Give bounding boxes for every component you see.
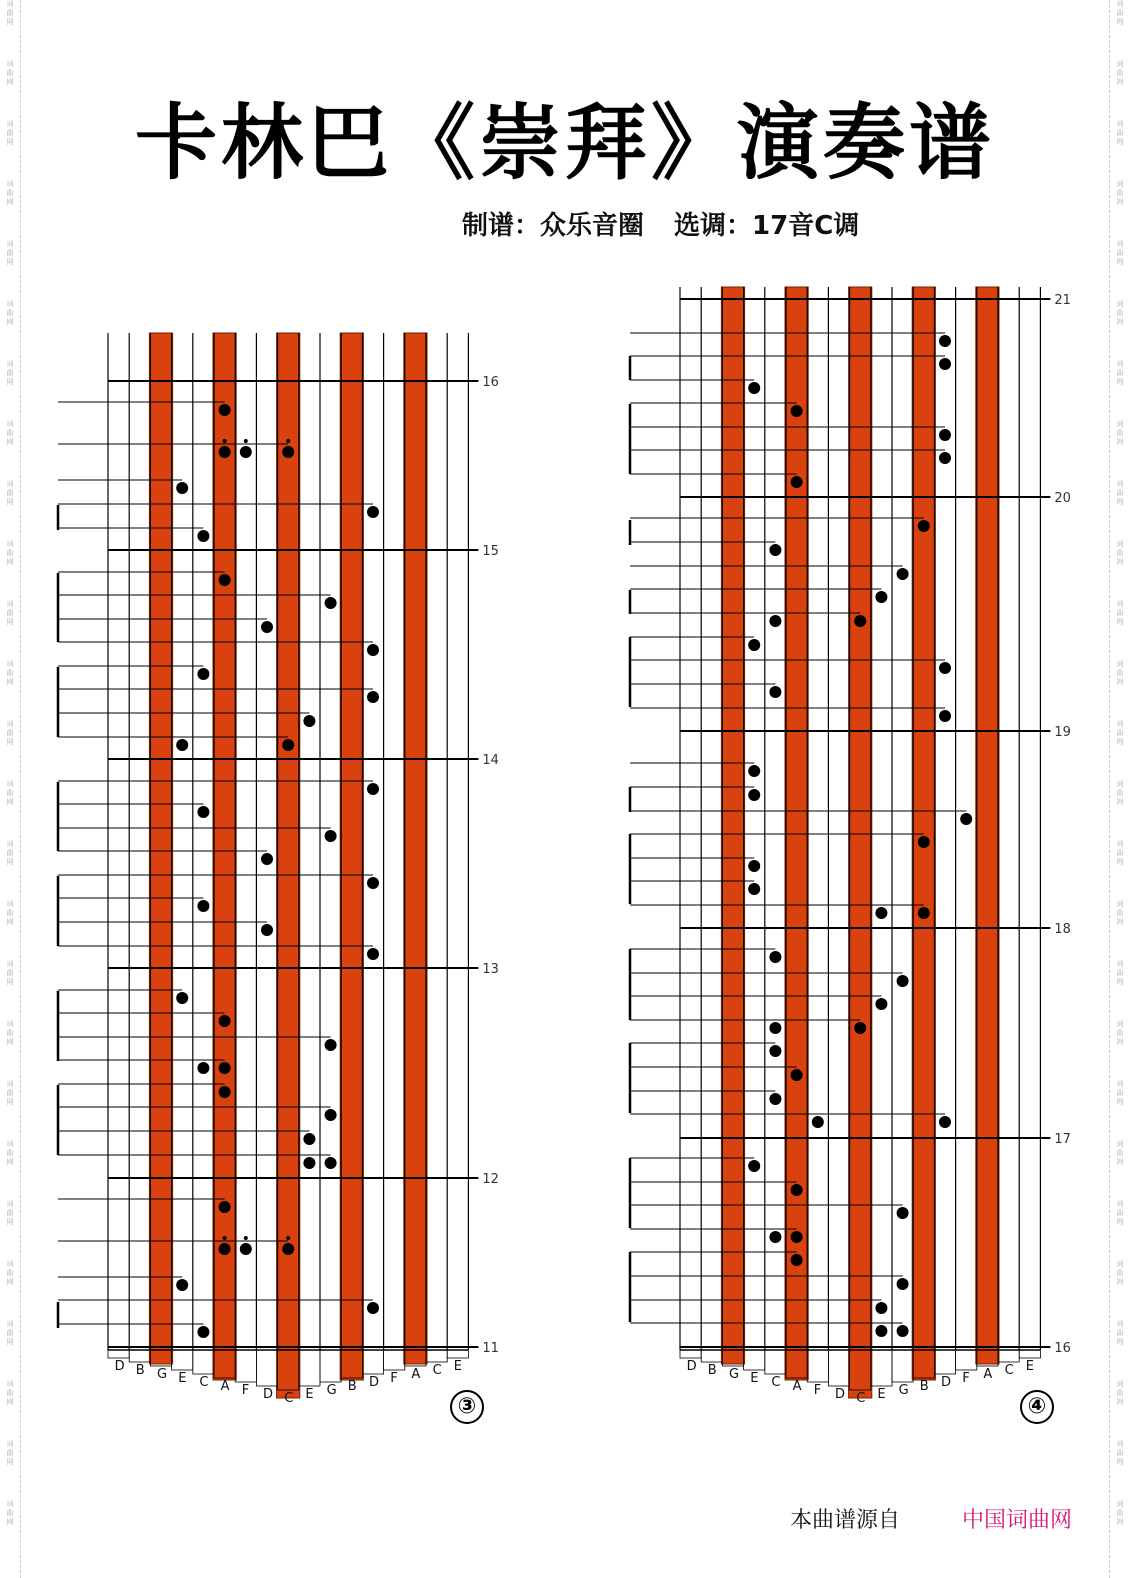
watermark-text: 词 曲 网	[6, 360, 14, 386]
watermark-text: 词 曲 网	[1116, 240, 1124, 266]
note-dot	[176, 739, 188, 751]
right-page-number: ④	[1020, 1390, 1054, 1424]
watermark-text: 词 曲 网	[1116, 1140, 1124, 1166]
measure-number: 19	[1054, 725, 1071, 740]
note-accent-dot	[286, 439, 290, 443]
watermark-text: 词 曲 网	[6, 180, 14, 206]
watermark-text: 词 曲 网	[6, 840, 14, 866]
note-accent-dot	[286, 1236, 290, 1240]
note-dot	[303, 1157, 315, 1169]
note-dot	[282, 1243, 294, 1255]
note-dot	[875, 591, 887, 603]
watermark-text: 词 曲 网	[6, 1020, 14, 1046]
note-dot	[769, 1093, 781, 1105]
watermark-text: 词 曲 网	[6, 1080, 14, 1106]
watermark-text: 词 曲 网	[1116, 540, 1124, 566]
note-dot	[769, 615, 781, 627]
key-tine-end	[892, 1350, 913, 1382]
measure-number: 14	[482, 753, 499, 768]
note-dot	[325, 1109, 337, 1121]
footer-site-link[interactable]: 中国词曲网	[962, 1508, 1073, 1533]
note-dot	[939, 710, 951, 722]
key-label: G	[729, 1367, 740, 1382]
note-dot	[367, 1302, 379, 1314]
note-dot	[219, 1086, 231, 1098]
note-dot	[854, 1022, 866, 1034]
watermark-text: 词 曲 网	[1116, 180, 1124, 206]
note-dot	[897, 975, 909, 987]
key-tine-end	[129, 1350, 150, 1362]
key-label: F	[813, 1383, 822, 1398]
note-dot	[812, 1116, 824, 1128]
red-tine	[976, 287, 999, 1364]
measure-number: 21	[1054, 293, 1071, 308]
key-label: D	[114, 1359, 125, 1374]
key-tine-end	[108, 1350, 129, 1358]
red-tine	[849, 287, 872, 1398]
key-tine-end	[172, 1350, 193, 1370]
note-dot	[939, 452, 951, 464]
watermark-text: 词 曲 网	[1116, 1500, 1124, 1526]
watermark-text: 词 曲 网	[6, 720, 14, 746]
note-dot	[791, 1254, 803, 1266]
key-label: G	[326, 1383, 337, 1398]
measure-number: 16	[482, 375, 499, 390]
key-label: A	[983, 1367, 993, 1382]
note-dot	[197, 530, 209, 542]
key-label: D	[941, 1375, 952, 1390]
note-dot	[748, 1160, 760, 1172]
key-label: C	[432, 1363, 442, 1378]
key-tine-end	[235, 1350, 256, 1382]
note-dot	[282, 739, 294, 751]
note-dot	[875, 998, 887, 1010]
key-label: E	[178, 1371, 187, 1386]
key-label: D	[263, 1387, 274, 1402]
note-dot	[939, 1116, 951, 1128]
note-dot	[939, 662, 951, 674]
key-tine-end	[956, 1350, 977, 1370]
watermark-text: 词 曲 网	[1116, 720, 1124, 746]
watermark-text: 词 曲 网	[1116, 900, 1124, 926]
note-dot	[918, 520, 930, 532]
measure-number: 13	[482, 962, 499, 977]
watermark-text: 词 曲 网	[6, 1140, 14, 1166]
key-label: E	[877, 1387, 886, 1402]
note-dot	[897, 1325, 909, 1337]
note-dot	[325, 1039, 337, 1051]
key-label: B	[135, 1363, 145, 1378]
watermark-text: 词 曲 网	[1116, 1200, 1124, 1226]
watermark-text: 词 曲 网	[6, 780, 14, 806]
watermark-text: 词 曲 网	[1116, 1080, 1124, 1106]
note-dot	[367, 877, 379, 889]
watermark-text: 词 曲 网	[6, 480, 14, 506]
note-accent-dot	[244, 1236, 248, 1240]
watermark-text: 词 曲 网	[6, 300, 14, 326]
key-tine-end	[193, 1350, 214, 1374]
red-tine	[340, 333, 363, 1380]
note-dot	[769, 1231, 781, 1243]
watermark-text: 词 曲 网	[6, 60, 14, 86]
watermark-text: 词 曲 网	[1116, 480, 1124, 506]
note-dot	[791, 1184, 803, 1196]
watermark-text: 词 曲 网	[6, 1380, 14, 1406]
key-tine-end	[362, 1350, 383, 1374]
key-tine-end	[871, 1350, 892, 1386]
watermark-text: 词 曲 网	[6, 900, 14, 926]
key-label: C	[199, 1375, 209, 1390]
key-label: B	[347, 1379, 357, 1394]
note-dot	[769, 544, 781, 556]
note-dot	[748, 639, 760, 651]
arranger-credit: 制谱：众乐音圈	[462, 211, 645, 241]
note-dot	[197, 668, 209, 680]
watermark-text: 词 曲 网	[1116, 1320, 1124, 1346]
note-dot	[219, 1062, 231, 1074]
note-dot	[367, 783, 379, 795]
key-label: C	[1004, 1363, 1014, 1378]
watermark-text: 词 曲 网	[6, 960, 14, 986]
note-dot	[939, 335, 951, 347]
watermark-text: 词 曲 网	[1116, 1020, 1124, 1046]
key-label: G	[898, 1383, 909, 1398]
key-tine-end	[384, 1350, 405, 1370]
watermark-text: 词 曲 网	[6, 600, 14, 626]
watermark-text: 词 曲 网	[1116, 1380, 1124, 1406]
note-dot	[791, 476, 803, 488]
watermark-text: 词 曲 网	[1116, 840, 1124, 866]
watermark-text: 词 曲 网	[6, 1200, 14, 1226]
note-dot	[748, 883, 760, 895]
watermark-text: 词 曲 网	[1116, 780, 1124, 806]
note-dot	[219, 1201, 231, 1213]
note-dot	[918, 836, 930, 848]
watermark-text: 词 曲 网	[1116, 1260, 1124, 1286]
note-dot	[261, 924, 273, 936]
note-dot	[875, 1302, 887, 1314]
note-dot	[854, 615, 866, 627]
note-dot	[219, 574, 231, 586]
note-dot	[240, 446, 252, 458]
key-label: C	[284, 1391, 294, 1406]
note-dot	[219, 1243, 231, 1255]
key-credit: 选调：17音C调	[674, 211, 860, 241]
key-tine-end	[807, 1350, 828, 1382]
watermark-text: 词 曲 网	[1116, 300, 1124, 326]
watermark-text: 词 曲 网	[6, 660, 14, 686]
note-dot	[791, 1069, 803, 1081]
note-dot	[261, 853, 273, 865]
watermark-text: 词 曲 网	[6, 1500, 14, 1526]
watermark-text: 词 曲 网	[6, 540, 14, 566]
key-label: A	[411, 1367, 421, 1382]
note-dot	[769, 686, 781, 698]
key-label: F	[241, 1383, 250, 1398]
note-dot	[791, 1231, 803, 1243]
note-accent-dot	[223, 1236, 227, 1240]
note-dot	[748, 860, 760, 872]
note-dot	[176, 992, 188, 1004]
note-dot	[197, 1326, 209, 1338]
red-tine	[721, 287, 744, 1364]
note-dot	[176, 1279, 188, 1291]
watermark-text: 词 曲 网	[6, 1440, 14, 1466]
note-dot	[367, 644, 379, 656]
left-page-number: ③	[450, 1390, 484, 1424]
watermark-text: 词 曲 网	[1116, 60, 1124, 86]
measure-number: 16	[1054, 1341, 1071, 1356]
note-dot	[875, 1325, 887, 1337]
note-dot	[219, 404, 231, 416]
note-dot	[325, 597, 337, 609]
note-dot	[282, 446, 294, 458]
watermark-text: 词 曲 网	[1116, 0, 1124, 26]
note-dot	[897, 1278, 909, 1290]
note-dot	[325, 1157, 337, 1169]
watermark-text: 词 曲 网	[6, 1260, 14, 1286]
watermark-text: 词 曲 网	[1116, 1440, 1124, 1466]
key-tine-end	[256, 1350, 277, 1386]
note-dot	[939, 429, 951, 441]
note-dot	[197, 1062, 209, 1074]
note-dot	[769, 951, 781, 963]
key-label: D	[686, 1359, 697, 1374]
watermark-text: 词 曲 网	[6, 1320, 14, 1346]
watermark-text: 词 曲 网	[6, 0, 14, 26]
watermark-text: 词 曲 网	[6, 240, 14, 266]
note-dot	[769, 1022, 781, 1034]
watermark-text: 词 曲 网	[6, 120, 14, 146]
note-dot	[367, 691, 379, 703]
key-tine-end	[765, 1350, 786, 1374]
red-tine	[404, 333, 427, 1364]
note-dot	[197, 806, 209, 818]
measure-number: 17	[1054, 1132, 1071, 1147]
note-accent-dot	[244, 439, 248, 443]
measure-number: 15	[482, 544, 499, 559]
key-label: A	[220, 1379, 230, 1394]
watermark-text: 词 曲 网	[1116, 120, 1124, 146]
key-label: F	[962, 1371, 970, 1386]
note-dot	[219, 446, 231, 458]
note-accent-dot	[223, 439, 227, 443]
key-tine-end	[701, 1350, 722, 1362]
watermark-text: 词 曲 网	[1116, 660, 1124, 686]
note-dot	[897, 568, 909, 580]
key-tine-end	[680, 1350, 701, 1358]
note-dot	[748, 382, 760, 394]
red-tine	[149, 333, 172, 1364]
note-dot	[875, 907, 887, 919]
note-dot	[897, 1207, 909, 1219]
measure-number: 12	[482, 1172, 499, 1187]
key-label: E	[750, 1371, 759, 1386]
note-dot	[325, 830, 337, 842]
note-dot	[240, 1243, 252, 1255]
key-label: A	[792, 1379, 802, 1394]
key-label: F	[390, 1371, 398, 1386]
page-title: 卡林巴《崇拜》演奏谱	[134, 96, 995, 191]
key-label: D	[369, 1375, 380, 1390]
key-label: E	[305, 1387, 314, 1402]
note-dot	[367, 948, 379, 960]
note-dot	[303, 1133, 315, 1145]
red-tine	[213, 333, 236, 1380]
key-tine-end	[426, 1350, 447, 1362]
key-label: E	[453, 1359, 463, 1374]
note-dot	[960, 813, 972, 825]
note-dot	[791, 405, 803, 417]
note-dot	[918, 907, 930, 919]
measure-number: 11	[482, 1341, 499, 1356]
key-tine-end	[299, 1350, 320, 1386]
note-dot	[176, 482, 188, 494]
key-label: G	[157, 1367, 168, 1382]
note-dot	[261, 621, 273, 633]
note-dot	[939, 358, 951, 370]
key-label: B	[919, 1379, 929, 1394]
key-tine-end	[744, 1350, 765, 1370]
key-tine-end	[447, 1350, 468, 1358]
key-tine-end	[998, 1350, 1019, 1362]
watermark-text: 词 曲 网	[6, 420, 14, 446]
watermark-text: 词 曲 网	[1116, 600, 1124, 626]
note-dot	[748, 765, 760, 777]
note-dot	[769, 1045, 781, 1057]
key-tine-end	[934, 1350, 955, 1374]
footer-source-label: 本曲谱源自	[790, 1508, 901, 1533]
measure-number: 20	[1054, 491, 1071, 506]
key-tine-end	[1019, 1350, 1040, 1358]
note-dot	[748, 789, 760, 801]
watermark-text: 词 曲 网	[1116, 420, 1124, 446]
key-tine-end	[828, 1350, 849, 1386]
key-label: C	[771, 1375, 781, 1390]
key-label: D	[835, 1387, 846, 1402]
key-label: B	[707, 1363, 717, 1378]
key-label: C	[856, 1391, 866, 1406]
note-dot	[303, 715, 315, 727]
watermark-text: 词 曲 网	[1116, 960, 1124, 986]
key-label: E	[1025, 1359, 1035, 1374]
note-dot	[219, 1015, 231, 1027]
note-dot	[367, 506, 379, 518]
measure-number: 18	[1054, 922, 1071, 937]
key-tine-end	[320, 1350, 341, 1382]
note-dot	[197, 900, 209, 912]
watermark-text: 词 曲 网	[1116, 360, 1124, 386]
